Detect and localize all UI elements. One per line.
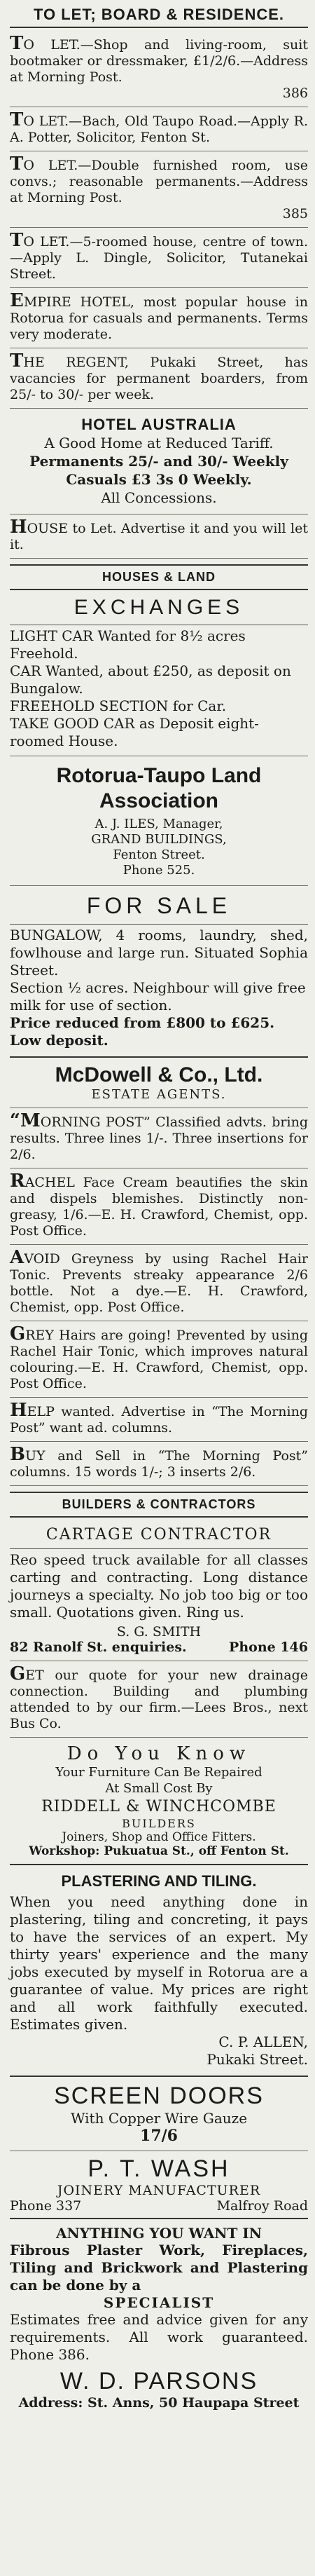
hotel-line: All Concessions. [101, 489, 217, 506]
wash-contact [10, 2198, 308, 2214]
hotel-line: A Good Home at Reduced Tariff. [44, 435, 274, 451]
ad-text: ORNING POST” Classified advts. bring results. Three lines 1/-. Three insertions for 2/6. [10, 1115, 308, 1162]
riddell-sub: Workshop: Pukuatua St., off Fenton St. [29, 1844, 289, 1858]
hotel-australia-ad [10, 409, 308, 514]
hotel-name: HOTEL AUSTRALIA [81, 416, 237, 433]
wash-sub: JOINERY MANUFACTURER [57, 2183, 261, 2198]
drop-cap: H [10, 1400, 27, 1421]
parsons-headline: ANYTHING YOU WANT IN [55, 2225, 262, 2242]
classified-ad [10, 107, 308, 151]
ad-text: VOID Greyness by using Rachel Hair Tonic. Prevents streaky appearance 2/6 bottle. Not a dye.—E. H. Crawford, Chemist, opp. Post Office. [10, 1251, 308, 1315]
agency-sub: ESTATE AGENTS. [91, 1087, 227, 1102]
ad-text: MPIRE HOTEL, most popular house in Rotorua for casuals and permanents. Terms very moderate. [10, 294, 308, 342]
wash-road: Malfroy Road [216, 2198, 308, 2214]
classified-ad [10, 1442, 308, 1486]
wash-name: P. T. WASH [88, 2155, 230, 2182]
cartage-address: 82 Ranolf St. enquiries. [10, 1640, 187, 1655]
drop-cap: T [10, 230, 24, 251]
classified-ad [10, 514, 308, 559]
drop-cap: G [10, 1663, 26, 1684]
classified-ad [10, 228, 308, 288]
ad-text: UY and Sell in “The Morning Post” columns. 15 words 1/-; 3 inserts 2/6. [10, 1448, 308, 1480]
cartage-name: S. G. SMITH [116, 1624, 202, 1640]
classified-ad [10, 31, 308, 107]
riddell-ad [10, 1738, 308, 1865]
ad-text: O LET.—Double furnished room, use convs.; reasonable permanents.—Address at Morning Post. [10, 158, 308, 205]
ad-code: 386 [282, 86, 308, 101]
drop-cap: E [10, 290, 24, 311]
drop-cap: A [10, 1247, 24, 1268]
riddell-title: Do You Know [66, 1743, 251, 1764]
riddell-sub: Joiners, Shop and Office Fitters. [62, 1830, 256, 1844]
exchange-item: TAKE GOOD CAR as Deposit eight-roomed House. [10, 715, 259, 749]
classified-ad [10, 288, 308, 348]
screen-price: 17/6 [140, 2127, 178, 2145]
drop-cap: H [10, 517, 27, 538]
drop-cap: R [10, 1171, 25, 1192]
for-sale-price: Price reduced from £800 to £625. Low deposit. [10, 1014, 275, 1049]
cartage-title: CARTAGE CONTRACTOR [46, 1526, 272, 1543]
classified-ad [10, 1398, 308, 1442]
riddell-sub: BUILDERS [122, 1817, 196, 1830]
section-heading: HOUSES & LAND [10, 564, 308, 590]
parsons-body: Fibrous Plaster Work, Fireplaces, Tiling and Brickwork and Plastering can be done by a [10, 2242, 308, 2294]
ad-text: O LET.—Bach, Old Taupo Road.—Apply R. A. Potter, Solicitor, Fenton St. [10, 114, 308, 145]
ad-text: O LET.—Shop and living-room, suit bootmaker or dressmaker, £1/2/6.—Address at Morning Post. [10, 37, 308, 85]
hotel-line: Casuals £3 3s 0 Weekly. [66, 471, 252, 488]
plastering-title: PLASTERING AND TILING. [61, 1872, 257, 1890]
association-phone: Phone 525. [122, 863, 195, 878]
screen-doors-ad [10, 2077, 308, 2151]
plastering-name: C. P. ALLEN, [218, 2033, 308, 2050]
plastering-ad [10, 1865, 308, 2077]
ad-text: OUSE to Let. Advertise it and you will let it. [10, 521, 308, 552]
ad-text: O LET.—5-roomed house, centre of town.—Apply L. Dingle, Solicitor, Tutanekai Street. [10, 234, 308, 282]
ad-code: 385 [282, 206, 308, 222]
riddell-line: Your Furniture Can Be Repaired [55, 1765, 262, 1780]
parsons-tail: Estimates free and advice given for any requirements. All work guaranteed. Phone 386. [10, 2311, 308, 2363]
ad-text: ACHEL Face Cream beautifies the skin and dispels blemishes. Distinctly non-greasy, 1/6.—E. H. Crawford, Chemist, opp. Post Office. [10, 1175, 308, 1239]
drop-cap: “M [10, 1110, 41, 1131]
wash-ad [10, 2151, 308, 2219]
divider [10, 1548, 308, 1549]
cartage-body: Reo speed truck available for all classes carting and contracting. Long distance journeys a specialty. No job too big or too small. Quotations given. Ring us. [10, 1551, 308, 1621]
exchange-item: LIGHT CAR Wanted for 8½ acres Freehold. [10, 627, 246, 662]
divider [10, 27, 308, 28]
exchange-item: CAR Wanted, about £250, as deposit on Bungalow. [10, 662, 291, 697]
classified-ad [10, 1661, 308, 1738]
plastering-body: When you need anything done in plastering, tiling and concreting, it pays to have the services of an expert. My thirty years' experience and the many jobs executed by myself in Rotorua are a guarantee of value. My prices are right and all work faithfully executed. Estimates given. [10, 1893, 308, 2033]
ad-text: ET our quote for your new drainage connection. Building and plumbing attended to by our firm.—Lees Bros., next Bus Co. [10, 1668, 308, 1731]
drop-cap: G [10, 1323, 26, 1344]
association-address: Fenton Street. [113, 847, 205, 862]
agency-name: McDowell & Co., Ltd. [55, 1063, 263, 1086]
parsons-address: Address: St. Anns, 50 Haupapa Street [18, 2395, 300, 2411]
classified-ad [10, 1245, 308, 1321]
association-manager: A. J. ILES, Manager, [94, 817, 223, 831]
for-sale-ad [10, 886, 308, 1058]
association-name: Association [99, 789, 219, 812]
exchanges-title: EXCHANGES [74, 596, 244, 619]
cartage-contact [10, 1640, 308, 1655]
riddell-line: At Small Cost By [105, 1781, 213, 1796]
parsons-name: W. D. PARSONS [59, 2368, 258, 2394]
association-address: GRAND BUILDINGS, [91, 832, 227, 847]
mcdowell-ad [10, 1058, 308, 1108]
screen-title: SCREEN DOORS [54, 2083, 264, 2109]
exchange-item: FREEHOLD SECTION for Car. [10, 697, 227, 714]
parsons-specialist: SPECIALIST [103, 2294, 215, 2311]
exchanges-ad [10, 593, 308, 756]
classifieds-list [10, 1108, 308, 1486]
classified-ad [10, 151, 308, 228]
ad-text: HE REGENT, Pukaki Street, has vacancies for permanent boarders, from 25/- to 30/- per week. [10, 355, 308, 402]
drop-cap: B [10, 1444, 25, 1465]
for-sale-section: Section ½ acres. Neighbour will give free milk for use of section. [10, 979, 306, 1014]
drop-cap: T [10, 33, 24, 54]
ad-text: REY Hairs are going! Prevented by using Rachel Hair Tonic, which improves natural colouring.—E. H. Crawford, Chemist, opp. Post Office. [10, 1328, 308, 1391]
to-let-list [10, 31, 308, 409]
screen-sub: With Copper Wire Gauze [70, 2110, 248, 2127]
wash-phone: Phone 337 [10, 2198, 82, 2214]
section-heading: BUILDERS & CONTRACTORS [10, 1492, 308, 1518]
association-name: Rotorua-Taupo Land [56, 764, 262, 787]
cartage-ad [10, 1520, 308, 1661]
drop-cap: T [10, 350, 24, 372]
parsons-ad [10, 2219, 308, 2416]
plastering-address: Pukaki Street. [206, 2051, 308, 2068]
exchanges-list [10, 627, 308, 750]
for-sale-body: BUNGALOW, 4 rooms, laundry, shed, fowlhouse and large run. Situated Sophia Street. [10, 927, 308, 979]
for-sale-title: FOR SALE [86, 893, 232, 918]
rotorua-taupo-ad [10, 756, 308, 886]
classified-ad [10, 348, 308, 409]
drop-cap: T [10, 109, 24, 130]
cartage-phone: Phone 146 [229, 1640, 308, 1655]
divider [10, 924, 308, 925]
classified-ad [10, 1321, 308, 1398]
ad-text: ELP wanted. Advertise in “The Morning Post” want ad. columns. [10, 1404, 308, 1436]
hotel-line: Permanents 25/- and 30/- Weekly [29, 453, 288, 470]
classified-ad [10, 1108, 308, 1168]
section-heading: TO LET; BOARD & RESIDENCE. [33, 6, 285, 23]
riddell-names: RIDDELL & WINCHCOMBE [41, 1798, 276, 1815]
drop-cap: T [10, 154, 24, 175]
classified-ad [10, 1168, 308, 1245]
